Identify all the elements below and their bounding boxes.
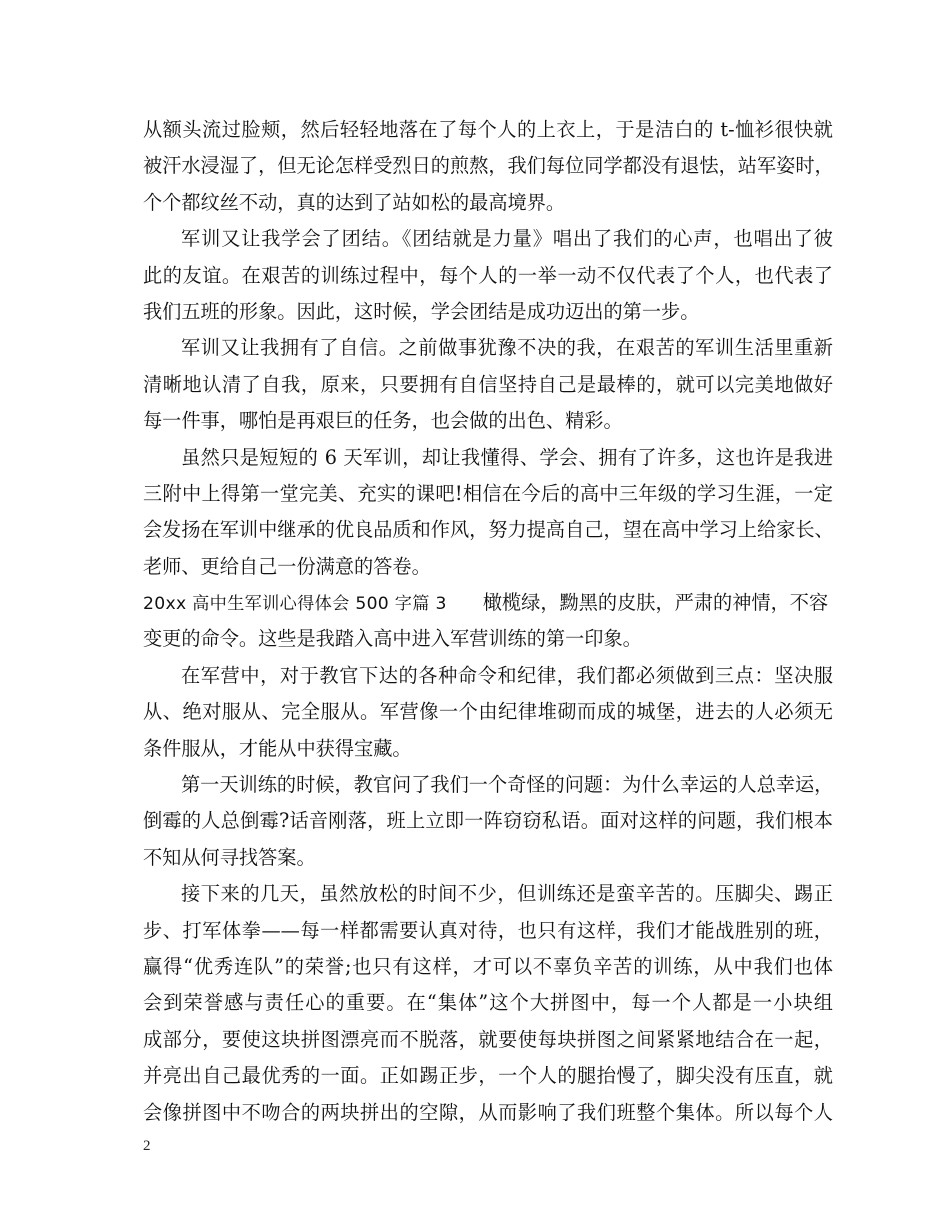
heading-continuation: 橄榄绿，黝黑的皮肤，严肃的神情，不容 (482, 591, 829, 615)
text-line: 并亮出自己最优秀的一面。正如踢正步，一个人的腿抬慢了，脚尖没有压直，就 (143, 1064, 833, 1088)
text-line: 军训又让我拥有了自信。之前做事犹豫不决的我，在艰苦的军训生活里重新 (181, 336, 833, 360)
text-line: 赢得“优秀连队”的荣誉;也只有这样，才可以不辜负辛苦的训练，从中我们也体 (143, 954, 833, 978)
text-line: 每一件事，哪怕是再艰巨的任务，也会做的出色、精彩。 (143, 409, 623, 433)
text-line: 老师、更给自己一份满意的答卷。 (143, 554, 431, 578)
text-line: 被汗水浸湿了，但无论怎样受烈日的煎熬，我们每位同学都没有退怯，站军姿时， (143, 154, 834, 178)
text-line: 会到荣誉感与责任心的重要。在“集体”这个大拼图中，每一个人都是一小块组 (143, 991, 833, 1015)
text-line: 虽然只是短短的 6 天军训，却让我懂得、学会、拥有了许多，这也许是我进 (181, 445, 833, 469)
text-line: 变更的命令。这些是我踏入高中进入军营训练的第一印象。 (143, 627, 642, 651)
text-line: 我们五班的形象。因此，这时候，学会团结是成功迈出的第一步。 (143, 299, 700, 323)
text-line: 从额头流过脸颊，然后轻轻地落在了每个人的上衣上，于是洁白的 t-恤衫很快就 (143, 118, 833, 141)
text-line: 从、绝对服从、完全服从。军营像一个由纪律堆砌而成的城堡，进去的人必须无 (143, 700, 833, 724)
text-line: 步、打军体拳——每一样都需要认真对待，也只有这样，我们才能战胜别的班， (143, 918, 833, 942)
text-line: 三附中上得第一堂完美、充实的课吧!相信在今后的高中三年级的学习生涯，一定 (143, 481, 833, 505)
page-number: 2 (143, 1138, 151, 1154)
text-line: 第一天训练的时候，教官问了我们一个奇怪的问题：为什么幸运的人总幸运， (181, 773, 834, 797)
text-line: 清晰地认清了自我，原来，只要拥有自信坚持自己是最棒的，就可以完美地做好 (143, 372, 833, 396)
text-line: 此的友谊。在艰苦的训练过程中，每个人的一举一动不仅代表了个人，也代表了 (143, 263, 833, 287)
text-line: 在军营中，对于教官下达的各种命令和纪律，我们都必须做到三点：坚决服 (181, 663, 833, 687)
section-heading-line (143, 585, 833, 621)
text-line: 成部分，要使这块拼图漂亮而不脱落，就要使每块拼图之间紧紧地结合在一起， (143, 1027, 833, 1051)
text-line: 倒霉的人总倒霉?话音刚落，班上立即一阵窃窃私语。面对这样的问题，我们根本 (143, 809, 833, 833)
text-line: 会像拼图中不吻合的两块拼出的空隙，从而影响了我们班整个集体。所以每个人 (143, 1100, 833, 1124)
text-line: 军训又让我学会了团结。《团结就是力量》唱出了我们的心声，也唱出了彼 (181, 227, 833, 251)
section-heading: 20xx 高中生军训心得体会 500 字篇 3 (143, 594, 447, 615)
text-line: 条件服从，才能从中获得宝藏。 (143, 736, 412, 760)
text-line: 个个都纹丝不动，真的达到了站如松的最高境界。 (143, 190, 566, 214)
text-line: 不知从何寻找答案。 (143, 845, 316, 869)
document-body (143, 112, 833, 1131)
text-line: 会发扬在军训中继承的优良品质和作风，努力提高自己，望在高中学习上给家长、 (143, 518, 834, 542)
text-line: 接下来的几天，虽然放松的时间不少，但训练还是蛮辛苦的。压脚尖、踢正 (181, 882, 833, 906)
